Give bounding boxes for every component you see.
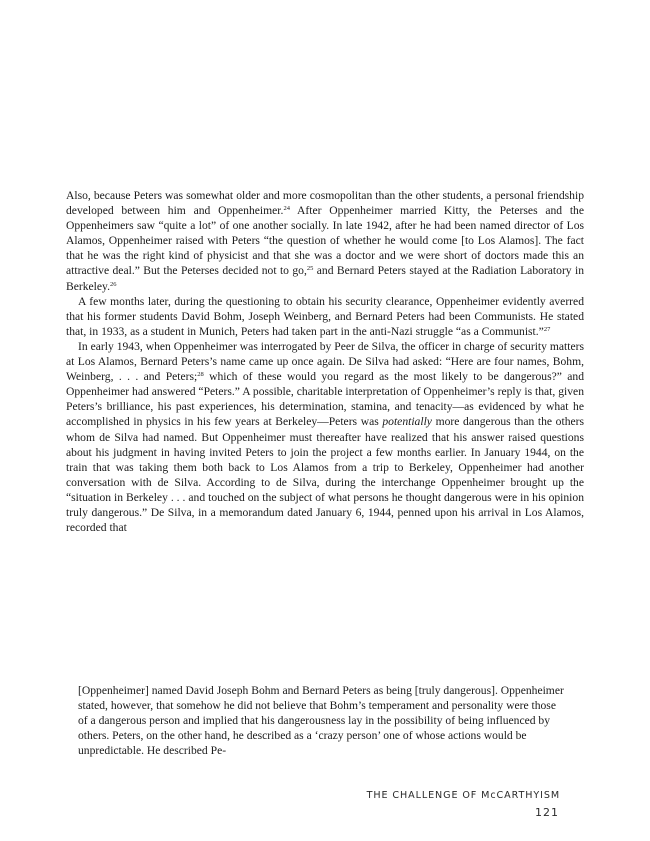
footnote-marker: 24 [283, 205, 290, 213]
footnote-marker: 25 [306, 265, 314, 273]
italic-text: potentially [382, 415, 432, 429]
footnote-marker: 26 [110, 280, 117, 288]
footnote-marker: 28 [197, 371, 204, 379]
paragraph-2: A few months later, during the questioning to obtain his security clearance, Oppenheimer evidently averred that his former students David Bohm, Joseph Weinberg, and Bernard Peters had been Communists. He stated that, in 1933, as a student in Munich, Peters had taken part in the anti-Nazi struggle “as a Communist.”$^{27}$ [66, 294, 584, 338]
block-quotation: [Oppenheimer] named David Joseph Bohm and Bernard Peters as being [truly dangerous]. Oppenheimer stated, however, that somehow he did not believe that Bohm’s temperament and personality were those of a dangerous person and implied that his dangerousness lay in the possibility of being influenced by others. Peters, on the other hand, he described as a ‘crazy person’ one of whose actions would be unpredictable. He described Pe- [78, 684, 564, 758]
footnote-marker: 27 [543, 325, 551, 333]
paragraph-3: In early 1943, when Oppenheimer was interrogated by Peer de Silva, the officer in charge of security matters at Los Alamos, Bernard Peters’s name came up once again. De Silva had asked: “Here are four names, Bohm, Weinberg, . . . and Peters;$^{28}$ which of these would you regard as the most likely to be dangerous?” and Oppenheimer had answered “Peters.” A possible, charitable interpretation of Oppenheimer’s reply is that, given Peters’s brilliance, his past experiences, his determination, stamina, and tenacity—as evidenced by what he accomplished in physics in his few years at Berkeley—Peters was potentially more dangerous than the others whom de Silva had named. But Oppenheimer must thereafter have realized that his answer raised questions about his judgment in having invited Peters to join the project a few months earlier. In January 1944, on the train that was taking them both back to Los Alamos from a trip to Berkeley, Oppenheimer had another conversation with de Silva. According to de Silva, during the interchange Oppenheimer brought up the “situation in Berkeley . . . and touched on the subject of what persons he thought dangerous were in his opinion truly dangerous.” De Silva, in a memorandum dated January 6, 1944, penned upon his arrival in Los Alamos, recorded that [66, 339, 585, 535]
page-number: 121 [535, 806, 559, 819]
body-text [66, 188, 584, 535]
running-title: THE CHALLENGE OF McCARTHYISM [366, 790, 560, 801]
paragraph-1: Also, because Peters was somewhat older and more cosmopolitan than the other students, a personal friendship developed between him and Oppenheimer.$^{24}$ After Oppenheimer married Kitty, the Peterses and the Oppenheimers saw “quite a lot” of one another socially. In late 1942, after he had been named director of Los Alamos, Oppenheimer raised with Peters “the question of whether he would come [to Los Alamos]. The fact that he was the right kind of physicist and that she was a doctor and we were short of doctors made this an attractive deal.” But the Peterses decided not to go,$^{25}$ and Bernard Peters stayed at the Radiation Laboratory in Berkeley.$^{26}$ [66, 189, 585, 293]
